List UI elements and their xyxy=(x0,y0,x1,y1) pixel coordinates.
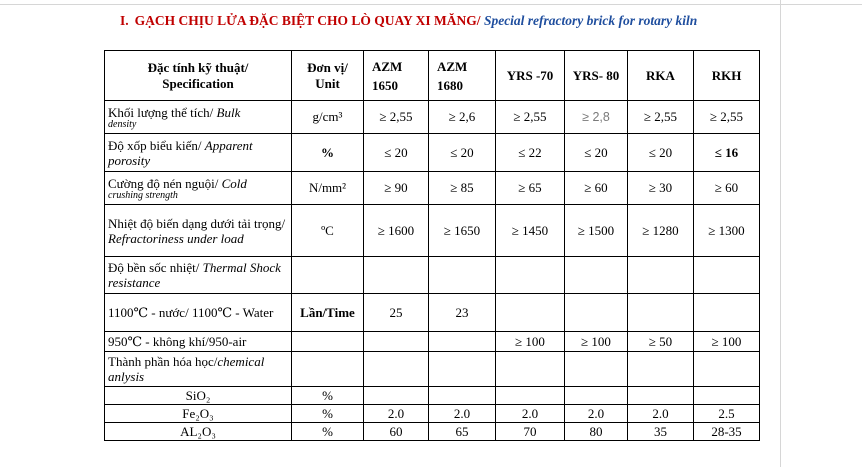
table-row xyxy=(105,172,760,205)
row-label-en-small: crushing strength xyxy=(108,190,178,201)
row-label: 950℃ - không khí/950-air xyxy=(105,332,292,352)
row-unit xyxy=(292,332,364,352)
header-product xyxy=(565,51,628,101)
row-label-vi: Khối lượng thể tích/ xyxy=(108,105,214,120)
cell-value: ≥ 65 xyxy=(496,172,565,205)
cell-value: ≥ 30 xyxy=(628,172,694,205)
cell-value: 80 xyxy=(565,423,628,441)
cell-value: ≥ 100 xyxy=(565,332,628,352)
cell-value: ≥ 100 xyxy=(496,332,565,352)
row-label-vi: Độ xốp biểu kiến/ xyxy=(108,137,202,153)
row-unit: g/cm³ xyxy=(292,101,364,134)
cell-value xyxy=(429,387,496,405)
cell-value: ≥ 2,8 xyxy=(565,101,628,134)
cell-value xyxy=(694,387,760,405)
cell-value: ≥ 2,55 xyxy=(364,101,429,134)
table-row xyxy=(105,332,760,352)
cell-value: ≤ 20 xyxy=(628,134,694,172)
cell-value: 28-35 xyxy=(694,423,760,441)
row-label-en-small: density xyxy=(108,119,137,130)
cell-value: ≤ 20 xyxy=(364,134,429,172)
cell-value: 60 xyxy=(364,423,429,441)
cell-value: ≥ 2,55 xyxy=(496,101,565,134)
cell-value: ≥ 85 xyxy=(429,172,496,205)
section-title-vi: GẠCH CHỊU LỬA ĐẶC BIỆT CHO LÒ QUAY XI MĂNG/ xyxy=(134,13,481,28)
cell-value: ≥ 1600 xyxy=(364,205,429,257)
row-label xyxy=(105,205,292,257)
row-unit: % xyxy=(292,423,364,441)
row-label-vi: Thành phần hóa học/ xyxy=(108,354,218,369)
row-label-vi: Nhiệt độ biến dạng dưới tải trọng/ xyxy=(108,215,286,231)
cell-value xyxy=(565,352,628,387)
header-product xyxy=(628,51,694,101)
cell-value xyxy=(364,257,429,294)
cell-value: 65 xyxy=(429,423,496,441)
header-spec-vi: Đặc tính kỹ thuật/ xyxy=(147,59,249,75)
cell-value xyxy=(429,257,496,294)
cell-value xyxy=(565,387,628,405)
table-row xyxy=(105,423,760,441)
header-product-label: RKA xyxy=(646,67,675,83)
cell-value: 25 xyxy=(364,294,429,332)
cell-value xyxy=(429,332,496,352)
cell-value: 2.0 xyxy=(565,405,628,423)
row-label xyxy=(105,257,292,294)
header-spec xyxy=(105,51,292,101)
cell-value: 70 xyxy=(496,423,565,441)
table-row xyxy=(105,387,760,405)
cell-value: 2.0 xyxy=(628,405,694,423)
cell-value: ≤ 20 xyxy=(429,134,496,172)
table-row xyxy=(105,205,760,257)
cell-value: ≥ 50 xyxy=(628,332,694,352)
row-label-en: chemical anlysis xyxy=(108,354,265,384)
cell-value xyxy=(628,387,694,405)
row-label xyxy=(105,352,292,387)
header-spec-en: Specification xyxy=(162,75,234,91)
row-label-en: Bulk xyxy=(216,105,241,120)
cell-value xyxy=(429,352,496,387)
cell-value xyxy=(496,294,565,332)
cell-value: ≥ 60 xyxy=(694,172,760,205)
cell-value: ≥ 60 xyxy=(565,172,628,205)
cell-value: ≥ 1450 xyxy=(496,205,565,257)
cell-value xyxy=(496,257,565,294)
cell-value: 2.0 xyxy=(429,405,496,423)
row-label: AL₂O₃ xyxy=(105,423,292,441)
row-label-en: Apparent porosity xyxy=(108,137,253,168)
cell-value: ≥ 90 xyxy=(364,172,429,205)
header-product-label: RKH xyxy=(711,67,742,83)
cell-value xyxy=(364,387,429,405)
cell-value: ≥ 2,6 xyxy=(429,101,496,134)
row-label-en: Refractoriness under load xyxy=(108,230,244,246)
cell-value: 2.0 xyxy=(496,405,565,423)
cell-value: ≥ 1280 xyxy=(628,205,694,257)
cell-value: ≤ 22 xyxy=(496,134,565,172)
row-label xyxy=(105,172,292,205)
cell-value xyxy=(565,257,628,294)
header-product-label: AZM 1650 xyxy=(372,58,403,93)
table-row xyxy=(105,405,760,423)
table-header-row xyxy=(105,51,760,101)
header-product xyxy=(429,51,496,101)
cell-value: ≤ 16 xyxy=(694,134,760,172)
cell-value xyxy=(628,294,694,332)
row-unit: % xyxy=(292,134,364,172)
section-heading xyxy=(120,12,780,29)
table-row xyxy=(105,257,760,294)
cell-value xyxy=(628,352,694,387)
header-unit xyxy=(292,51,364,101)
row-label xyxy=(105,101,292,134)
header-product xyxy=(364,51,429,101)
cell-value xyxy=(496,352,565,387)
cell-value xyxy=(694,352,760,387)
row-label-vi: Cường độ nén nguội/ xyxy=(108,176,219,191)
row-label-vi: Độ bền sốc nhiệt/ xyxy=(108,260,200,275)
row-unit xyxy=(292,257,364,294)
cell-value xyxy=(694,294,760,332)
header-unit-en: Unit xyxy=(315,75,340,91)
cell-value: ≥ 100 xyxy=(694,332,760,352)
cell-value: ≥ 2,55 xyxy=(694,101,760,134)
cell-value: 2.5 xyxy=(694,405,760,423)
cell-value: 23 xyxy=(429,294,496,332)
section-number: I. xyxy=(120,13,129,28)
header-unit-vi: Đơn vị/ xyxy=(307,59,348,75)
section-title-en: Special refractory brick for rotary kiln xyxy=(483,13,698,28)
table-row xyxy=(105,101,760,134)
header-product-label: AZM 1680 xyxy=(437,58,468,93)
row-label-en: Thermal Shock resistance xyxy=(108,260,281,290)
row-label-en: Cold xyxy=(221,176,247,191)
row-unit: % xyxy=(292,387,364,405)
row-label: SiO₂ xyxy=(105,387,292,405)
cell-value xyxy=(364,332,429,352)
header-product xyxy=(496,51,565,101)
cell-value xyxy=(565,294,628,332)
row-unit xyxy=(292,352,364,387)
row-label: 1100℃ - nước/ 1100℃ - Water xyxy=(105,294,292,332)
cell-value xyxy=(628,257,694,294)
table-row xyxy=(105,134,760,172)
row-unit: % xyxy=(292,405,364,423)
cell-value: ≤ 20 xyxy=(565,134,628,172)
cell-value: ≥ 2,55 xyxy=(628,101,694,134)
row-label: Fe₂O₃ xyxy=(105,405,292,423)
margin-guide-horizontal xyxy=(0,4,862,5)
header-product-label: YRS- 80 xyxy=(572,67,620,83)
cell-value xyxy=(364,352,429,387)
cell-value xyxy=(496,387,565,405)
row-unit: Lần/Time xyxy=(292,294,364,332)
cell-value: ≥ 1500 xyxy=(565,205,628,257)
header-product xyxy=(694,51,760,101)
row-unit: ºC xyxy=(292,205,364,257)
header-product-label: YRS -70 xyxy=(506,67,554,83)
table-row xyxy=(105,352,760,387)
margin-guide-vertical xyxy=(780,0,781,467)
cell-value: 2.0 xyxy=(364,405,429,423)
row-unit: N/mm² xyxy=(292,172,364,205)
cell-value: 35 xyxy=(628,423,694,441)
cell-value: ≥ 1650 xyxy=(429,205,496,257)
cell-value xyxy=(694,257,760,294)
table-row xyxy=(105,294,760,332)
cell-value: ≥ 1300 xyxy=(694,205,760,257)
spec-table xyxy=(104,50,760,441)
row-label xyxy=(105,134,292,172)
